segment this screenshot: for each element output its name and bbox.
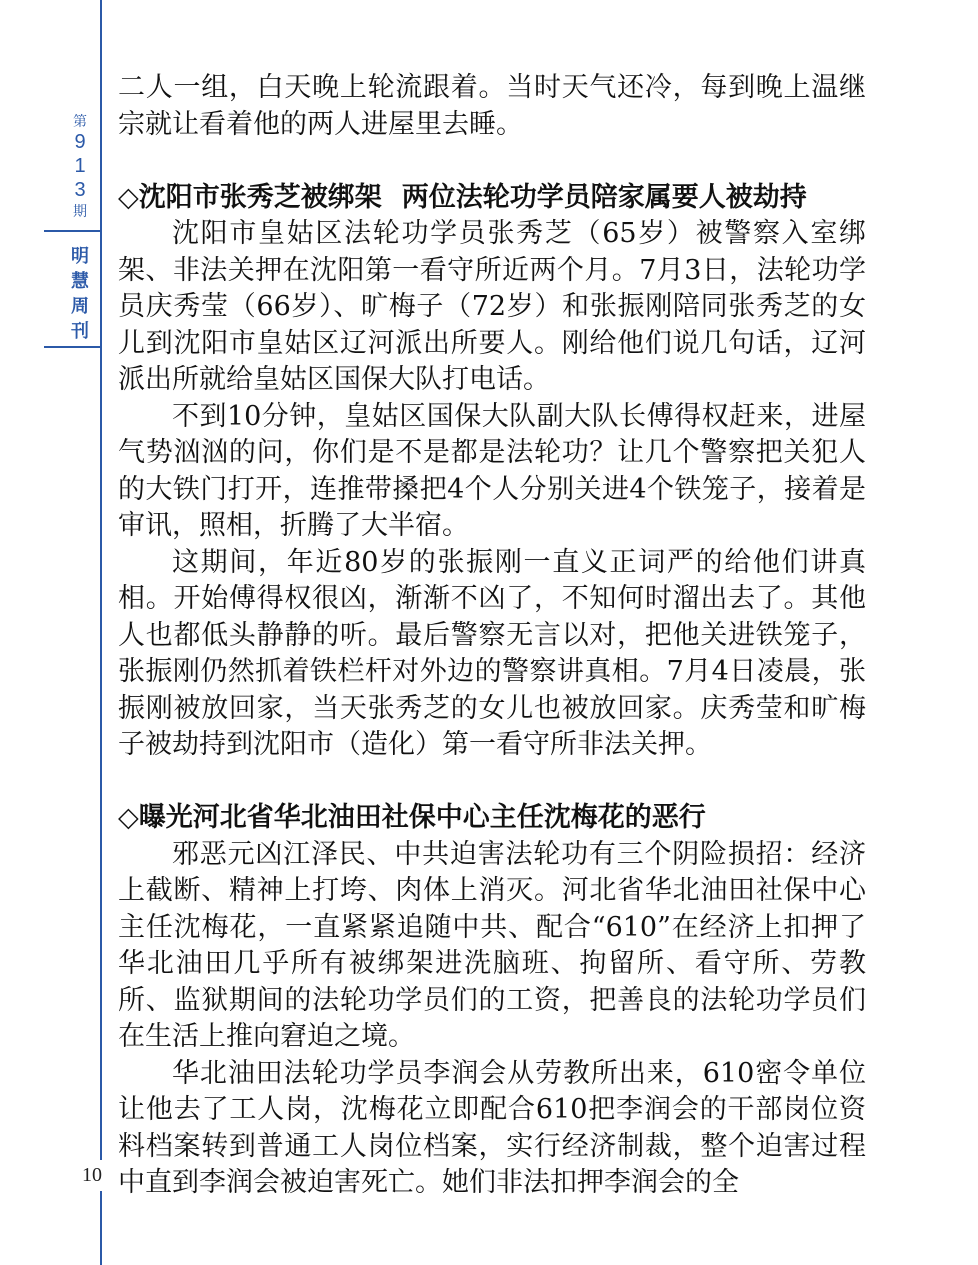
continuation-paragraph: 二人一组，白天晚上轮流跟着。当时天气还冷，每到晚上温继宗就让看着他的两人进屋里去睡。 [118,72,866,140]
section-1-paragraph-2: 不到10分钟，皇姑区国保大队副大队长傅得权赶来，进屋气势汹汹的问，你们是不是都是法轮功？让几个警察把关犯人的大铁门打开，连推带搡把4个人分别关进4个铁笼子，接着是审讯，照相，折腾了大半宿。 [118,400,866,541]
section-spacer [118,764,866,801]
brand-char-4: 刊 [71,321,89,342]
section-1-heading-part-1: ◇沈阳市张秀芝被绑架 [118,181,382,213]
issue-prefix: 第 [73,113,87,129]
sidebar-rule-top [44,230,102,232]
page-number: 10 [80,1160,104,1191]
section-spacer [118,143,866,180]
sidebar-rule-bottom [44,346,102,348]
section-1-paragraph-3: 这期间，年近80岁的张振刚一直义正词严的给他们讲真相。开始傅得权很凶，渐渐不凶了，不知何时溜出去了。其他人也都低头静静的听。最后警察无言以对，把他关进铁笼子，张振刚仍然抓着铁栏杆对外边的警察讲真相。7月4日凌晨，张振刚被放回家，当天张秀芝的女儿也被放回家。庆秀莹和旷梅子被劫持到沈阳市（造化）第一看守所非法关押。 [118,546,866,760]
brand-char-2: 慧 [71,271,89,292]
section-1-heading-part-2: 两位法轮功学员陪家属要人被劫持 [401,181,807,213]
section-2-heading: ◇曝光河北省华北油田社保中心主任沈梅花的恶行 [118,802,706,833]
issue-digit-2: 1 [74,155,86,177]
issue-suffix: 期 [73,203,87,219]
section-2-paragraph-2: 华北油田法轮功学员李润会从劳教所出来，610密令单位让他去了工人岗，沈梅花立即配合610把李润会的干部岗位资料档案转到普通工人岗位档案，实行经济制裁，整个迫害过程中直到李润会被迫害死亡。她们非法扣押李润会的全 [118,1057,866,1198]
issue-digit-1: 9 [74,131,86,153]
issue-digit-3: 3 [74,179,86,201]
issue-label [62,112,98,220]
article-body [118,70,866,1202]
brand-char-3: 周 [71,296,89,317]
section-2-paragraph-1: 邪恶元凶江泽民、中共迫害法轮功有三个阴险损招：经济上截断、精神上打垮、肉体上消灭。河北省华北油田社保中心主任沈梅花，一直紧紧追随中共、配合“610”在经济上扣押了华北油田几乎所有被绑架进洗脑班、拘留所、看守所、劳教所、监狱期间的法轮功学员们的工资，把善良的法轮功学员们在生活上推向窘迫之境。 [118,838,866,1052]
publication-brand [62,244,98,344]
section-1-paragraph-1: 沈阳市皇姑区法轮功学员张秀芝（65岁）被警察入室绑架、非法关押在沈阳第一看守所近两个月。7月3日，法轮功学员庆秀莹（66岁）、旷梅子（72岁）和张振刚陪同张秀芝的女儿到沈阳市皇姑区辽河派出所要人。刚给他们说几句话，辽河派出所就给皇姑区国保大队打电话。 [118,218,866,395]
brand-char-1: 明 [71,246,89,267]
sidebar-divider-line [100,0,102,1265]
section-1-heading [118,180,866,217]
